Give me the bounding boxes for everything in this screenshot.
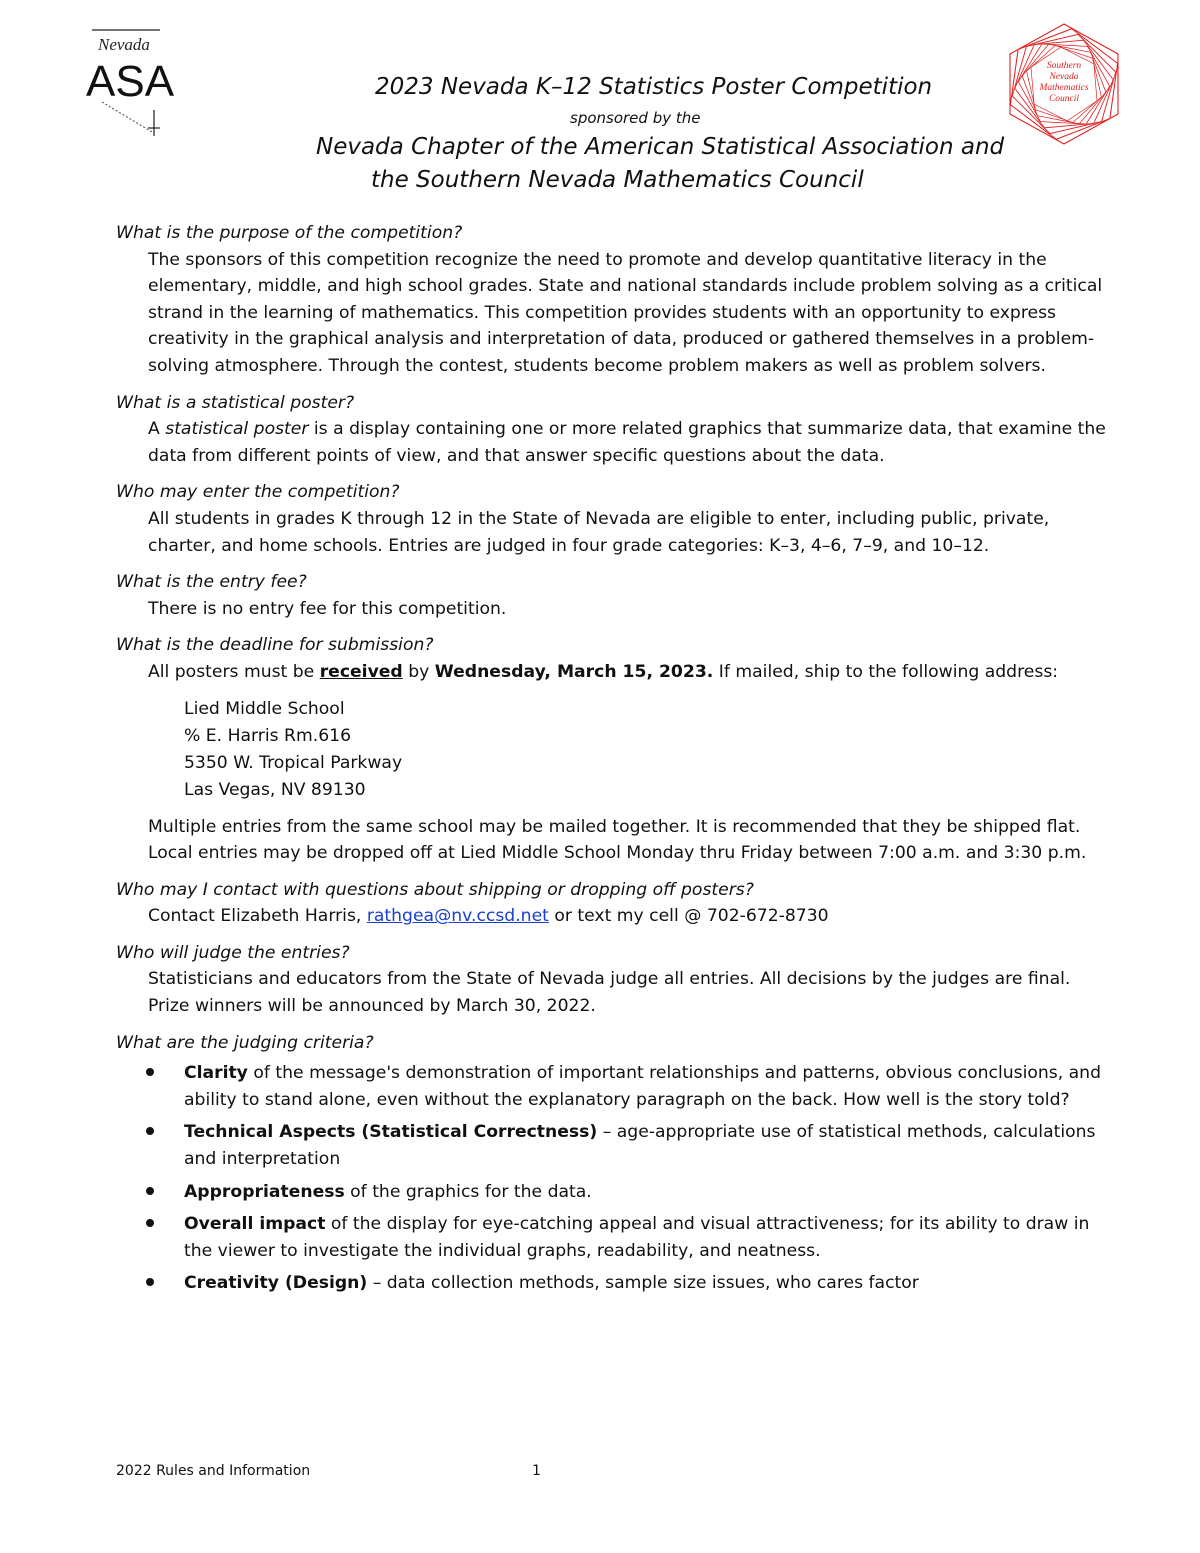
answer-enter: All students in grades K through 12 in the State of Nevada are eligible to enter, including public, private, charter, and home schools. Entries are judged in four grade categories: K–3, 4–6, 7–9, and 10–12. (148, 508, 1050, 556)
criteria-text: of the display for eye-catching appeal and visual attractiveness; for its ability to draw in the viewer to investigate the individual graphs, readability, and neatness. (184, 1214, 1090, 1261)
answer-deadline (148, 659, 1116, 686)
criteria-term: Appropriateness (184, 1181, 345, 1202)
answer-contact-prefix: Contact Elizabeth Harris, (148, 906, 367, 927)
list-item (116, 1060, 1116, 1113)
criteria-term: Technical Aspects (Statistical Correctness) (184, 1122, 598, 1143)
deadline-date: Wednesday, March 15, 2023. (434, 661, 714, 682)
logo-diagonal (102, 102, 152, 132)
snmc-logo (996, 20, 1132, 148)
question-enter: Who may enter the competition? (116, 482, 400, 503)
criteria-list (116, 1060, 1116, 1297)
answer-contact-rest: or text my cell @ 702-672-8730 (548, 906, 829, 927)
question-purpose: What is the purpose of the competition? (116, 223, 463, 243)
deadline-note-mail: Multiple entries from the same school may be mailed together. It is recommended that they be shipped flat. (148, 816, 1081, 837)
section-fee (116, 569, 1116, 622)
answer-fee: There is no entry fee for this competition. (148, 598, 507, 619)
answer-poster-prefix: A (148, 419, 166, 440)
answer-poster-term: statistical poster (165, 419, 309, 440)
list-item (116, 1179, 1116, 1206)
criteria-term: Clarity (184, 1063, 248, 1084)
page-number: 1 (532, 1463, 541, 1479)
question-judges: Who will judge the entries? (116, 942, 350, 963)
logo-snmc-line3: Mathematics (1039, 83, 1089, 93)
sponsor-org-line1: Nevada Chapter of the American Statistical Association and (316, 134, 1005, 160)
address-line: % E. Harris Rm.616 (184, 725, 352, 746)
logo-snmc-line4: Council (1048, 94, 1080, 104)
question-deadline: What is the deadline for submission? (116, 635, 434, 656)
footer-label: 2022 Rules and Information (116, 1463, 311, 1479)
answer-contact (148, 903, 1116, 930)
logo-state-text: Nevada (98, 35, 150, 54)
criteria-text: of the message's demonstration of important relationships and patterns, obvious conclusions, and ability to stand alone, even without the explanatory paragraph on the back. How well is the story told? (184, 1063, 1101, 1110)
section-deadline (116, 632, 1116, 866)
question-fee: What is the entry fee? (116, 572, 307, 593)
criteria-text: of the graphics for the data. (344, 1181, 592, 1202)
section-enter (116, 479, 1116, 559)
bullet-icon (146, 1278, 154, 1286)
mailing-address (184, 696, 1116, 804)
section-judges (116, 940, 1116, 1020)
answer-purpose: The sponsors of this competition recognize the need to promote and develop quantitative literacy in the elementary, middle, and high school grades. State and national standards include problem solving as a critical strand in the learning of mathematics. This competition provides students with an opportunity to express creativity in the graphical analysis and interpretation of data, produced or gathered themselves in a problem-solving atmosphere. Through the contest, students become problem makers as well as problem solvers. (148, 249, 1103, 376)
bullet-icon (146, 1068, 154, 1076)
answer-poster (148, 416, 1116, 469)
answer-deadline-received: received (319, 661, 403, 682)
deadline-note-dropoff: Local entries may be dropped off at Lied Middle School Monday thru Friday between 7:00 a.m. and 3:30 p.m. (148, 843, 1087, 864)
criteria-term: Creativity (Design) (184, 1273, 368, 1294)
question-contact: Who may I contact with questions about shipping or dropping off posters? (116, 879, 754, 900)
address-line: Lied Middle School (184, 698, 345, 719)
bullet-icon (146, 1219, 154, 1227)
page-title: 2023 Nevada K–12 Statistics Poster Competition (375, 74, 933, 100)
address-line: 5350 W. Tropical Parkway (184, 752, 403, 773)
answer-poster-rest: is a display containing one or more related graphics that summarize data, that examine the data from different points of view, and that answer specific questions about the data. (148, 419, 1106, 466)
criteria-text: – data collection methods, sample size issues, who cares factor (367, 1273, 919, 1294)
list-item (116, 1270, 1116, 1297)
list-item (116, 1119, 1116, 1172)
section-criteria (116, 1030, 1116, 1297)
criteria-text: – age-appropriate use of statistical methods, calculations and interpretation (184, 1122, 1096, 1170)
question-criteria: What are the judging criteria? (116, 1032, 374, 1053)
sponsored-by: sponsored by the (570, 109, 701, 127)
answer-judges: Statisticians and educators from the State of Nevada judge all entries. All decisions by the judges are final. Prize winners will be announced by March 30, 2022. (148, 969, 1071, 1017)
sponsor-org-line2: the Southern Nevada Mathematics Council (371, 167, 864, 193)
document-body (116, 220, 1116, 1307)
bullet-icon (146, 1187, 154, 1195)
logo-snmc-line1: Southern (1046, 61, 1082, 71)
section-poster (116, 390, 1116, 470)
question-poster: What is a statistical poster? (116, 392, 355, 413)
contact-email-link[interactable]: rathgea@nv.ccsd.net (366, 906, 549, 927)
nevada-asa-logo (84, 24, 190, 142)
bullet-icon (146, 1127, 154, 1135)
section-contact (116, 877, 1116, 930)
answer-deadline-prefix: All posters must be (148, 661, 320, 682)
section-purpose (116, 220, 1116, 380)
list-item (116, 1211, 1116, 1264)
answer-deadline-by: by (402, 661, 435, 682)
answer-deadline-rest: If mailed, ship to the following address: (713, 661, 1059, 682)
criteria-term: Overall impact (184, 1214, 326, 1235)
logo-snmc-line2: Nevada (1049, 72, 1079, 82)
address-line: Las Vegas, NV 89130 (184, 779, 366, 800)
logo-asa-text: ASA (86, 57, 175, 106)
